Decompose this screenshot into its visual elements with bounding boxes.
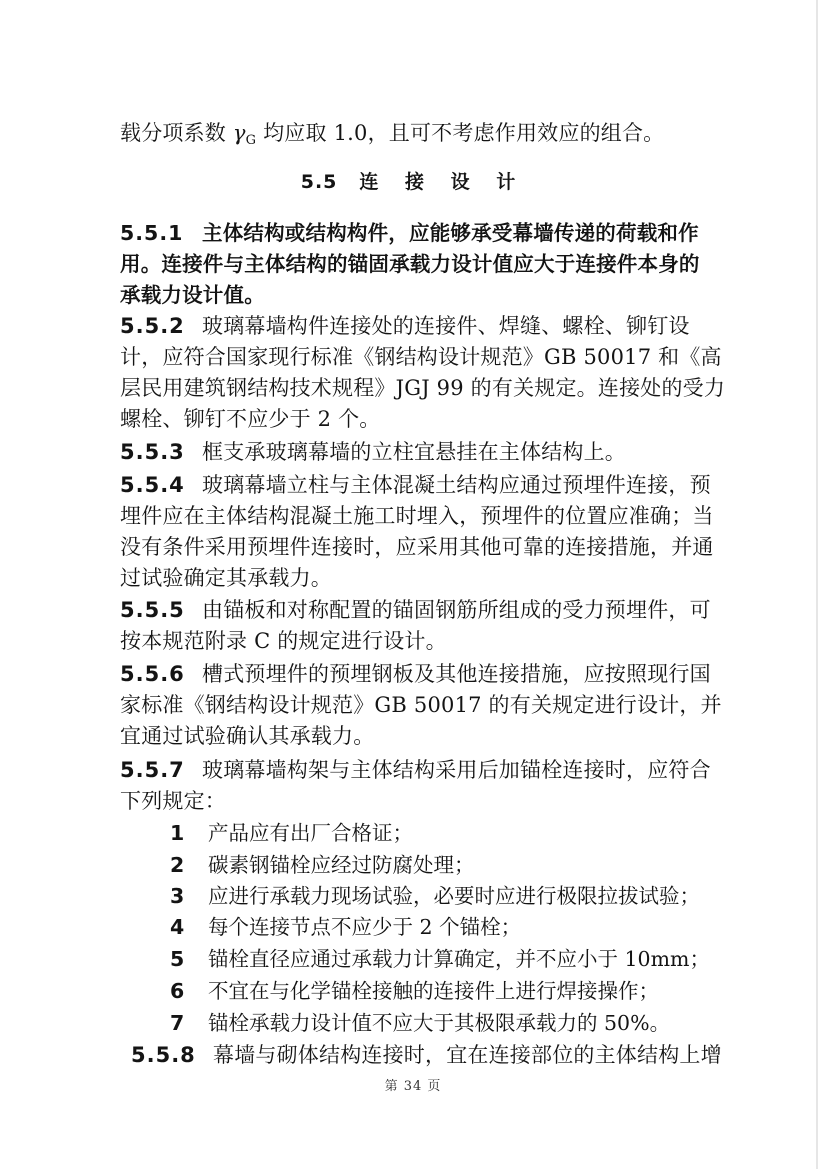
clause-5-5-1-line-1	[120, 218, 699, 248]
list-item	[170, 881, 700, 911]
list-item-number: 5	[170, 947, 185, 971]
clause-5-5-1-line-3: 承载力设计值。	[120, 283, 265, 307]
clause-5-5-2-line-4: 螺栓、铆钉不应少于 2 个。	[120, 407, 381, 431]
list-item-text: 每个连接节点不应少于 2 个锚栓；	[208, 915, 522, 939]
clause-5-5-5-line-1	[120, 595, 711, 625]
list-item-number: 3	[170, 884, 185, 908]
list-item-number: 7	[170, 1011, 185, 1035]
clause-5-5-4-line-3: 没有条件采用预埋件连接时，应采用其他可靠的连接措施，并通	[120, 535, 714, 559]
clause-5-5-5-line-2: 按本规范附录 C 的规定进行设计。	[120, 629, 447, 653]
continuation-line	[120, 118, 664, 156]
list-item-text: 锚栓承载力设计值不应大于其极限承载力的 50%。	[208, 1011, 671, 1035]
clause-number: 5.5.6	[120, 662, 185, 686]
list-item	[170, 944, 710, 974]
list-item	[170, 1008, 670, 1038]
list-item-text: 碳素钢锚栓应经过防腐处理；	[208, 853, 475, 877]
list-item-number: 6	[170, 979, 185, 1003]
clause-5-5-8-line-1	[131, 1040, 722, 1070]
clause-5-5-6-line-3: 宜通过试验确认其承载力。	[120, 724, 375, 748]
clause-number: 5.5.3	[120, 440, 185, 464]
clause-5-5-7-line-2: 下列规定：	[120, 789, 226, 813]
list-item-text: 产品应有出厂合格证；	[208, 821, 413, 845]
clause-5-5-4-line-2: 埋件应在主体结构混凝土施工时埋入，预埋件的位置应准确；当	[120, 504, 714, 528]
clause-5-5-4-line-1	[120, 470, 711, 500]
list-item-number: 4	[170, 915, 185, 939]
clause-text: 主体结构或结构构件，应能够承受幕墙传递的荷载和作	[202, 221, 699, 245]
list-item-number: 1	[170, 821, 185, 845]
clause-number: 5.5.1	[120, 221, 184, 245]
clause-number: 5.5.4	[120, 473, 185, 497]
continuation-suffix: 均应取 1.0，且可不考虑作用效应的组合。	[256, 121, 665, 145]
page-number: 第 34 页	[384, 1079, 442, 1094]
clause-5-5-3-line-1	[120, 437, 626, 467]
clause-text: 幕墙与砌体结构连接时，宜在连接部位的主体结构上增	[213, 1043, 722, 1067]
section-title-text: 连 接 设 计	[359, 171, 526, 193]
list-item	[170, 850, 475, 880]
clause-5-5-2-line-3: 层民用建筑钢结构技术规程》JGJ 99 的有关规定。连接处的受力	[120, 376, 726, 400]
clause-text: 玻璃幕墙构件连接处的连接件、焊缝、螺栓、铆钉设	[202, 314, 690, 338]
clause-text: 玻璃幕墙构架与主体结构采用后加锚栓连接时，应符合	[202, 758, 711, 782]
section-title	[0, 167, 826, 197]
clause-number: 5.5.2	[120, 314, 185, 338]
gamma-symbol: γ	[232, 121, 246, 145]
clause-5-5-6-line-2: 家标准《钢结构设计规范》GB 50017 的有关规定进行设计，并	[120, 693, 722, 717]
list-item-text: 不宜在与化学锚栓接触的连接件上进行焊接操作；	[208, 979, 659, 1003]
clause-text: 玻璃幕墙立柱与主体混凝土结构应通过预埋件连接，预	[202, 473, 711, 497]
clause-text: 由锚板和对称配置的锚固钢筋所组成的受力预埋件，可	[202, 598, 711, 622]
list-item-number: 2	[170, 853, 185, 877]
clause-5-5-7-line-1	[120, 755, 711, 785]
clause-text: 框支承玻璃幕墙的立柱宜悬挂在主体结构上。	[202, 440, 626, 464]
clause-5-5-4-line-4: 过试验确定其承载力。	[120, 566, 332, 590]
list-item	[170, 912, 521, 942]
clause-number: 5.5.7	[120, 758, 185, 782]
continuation-prefix: 载分项系数	[120, 121, 233, 145]
list-item	[170, 976, 659, 1006]
list-item-text: 锚栓直径应通过承载力计算确定，并不应小于 10mm；	[208, 947, 710, 971]
list-item	[170, 818, 413, 848]
clause-text: 槽式预埋件的预埋钢板及其他连接措施，应按照现行国	[202, 662, 711, 686]
list-item-text: 应进行承载力现场试验，必要时应进行极限拉拔试验；	[208, 884, 700, 908]
clause-5-5-1-line-2: 用。连接件与主体结构的锚固承载力设计值应大于连接件本身的	[120, 252, 700, 276]
gamma-subscript: G	[245, 133, 257, 148]
clause-5-5-2-line-1	[120, 311, 690, 341]
clause-number: 5.5.8	[131, 1043, 196, 1067]
section-number: 5.5	[300, 171, 338, 193]
clause-5-5-2-line-2: 计，应符合国家现行标准《钢结构设计规范》GB 50017 和《高	[120, 345, 722, 369]
clause-5-5-6-line-1	[120, 659, 711, 689]
clause-number: 5.5.5	[120, 598, 185, 622]
